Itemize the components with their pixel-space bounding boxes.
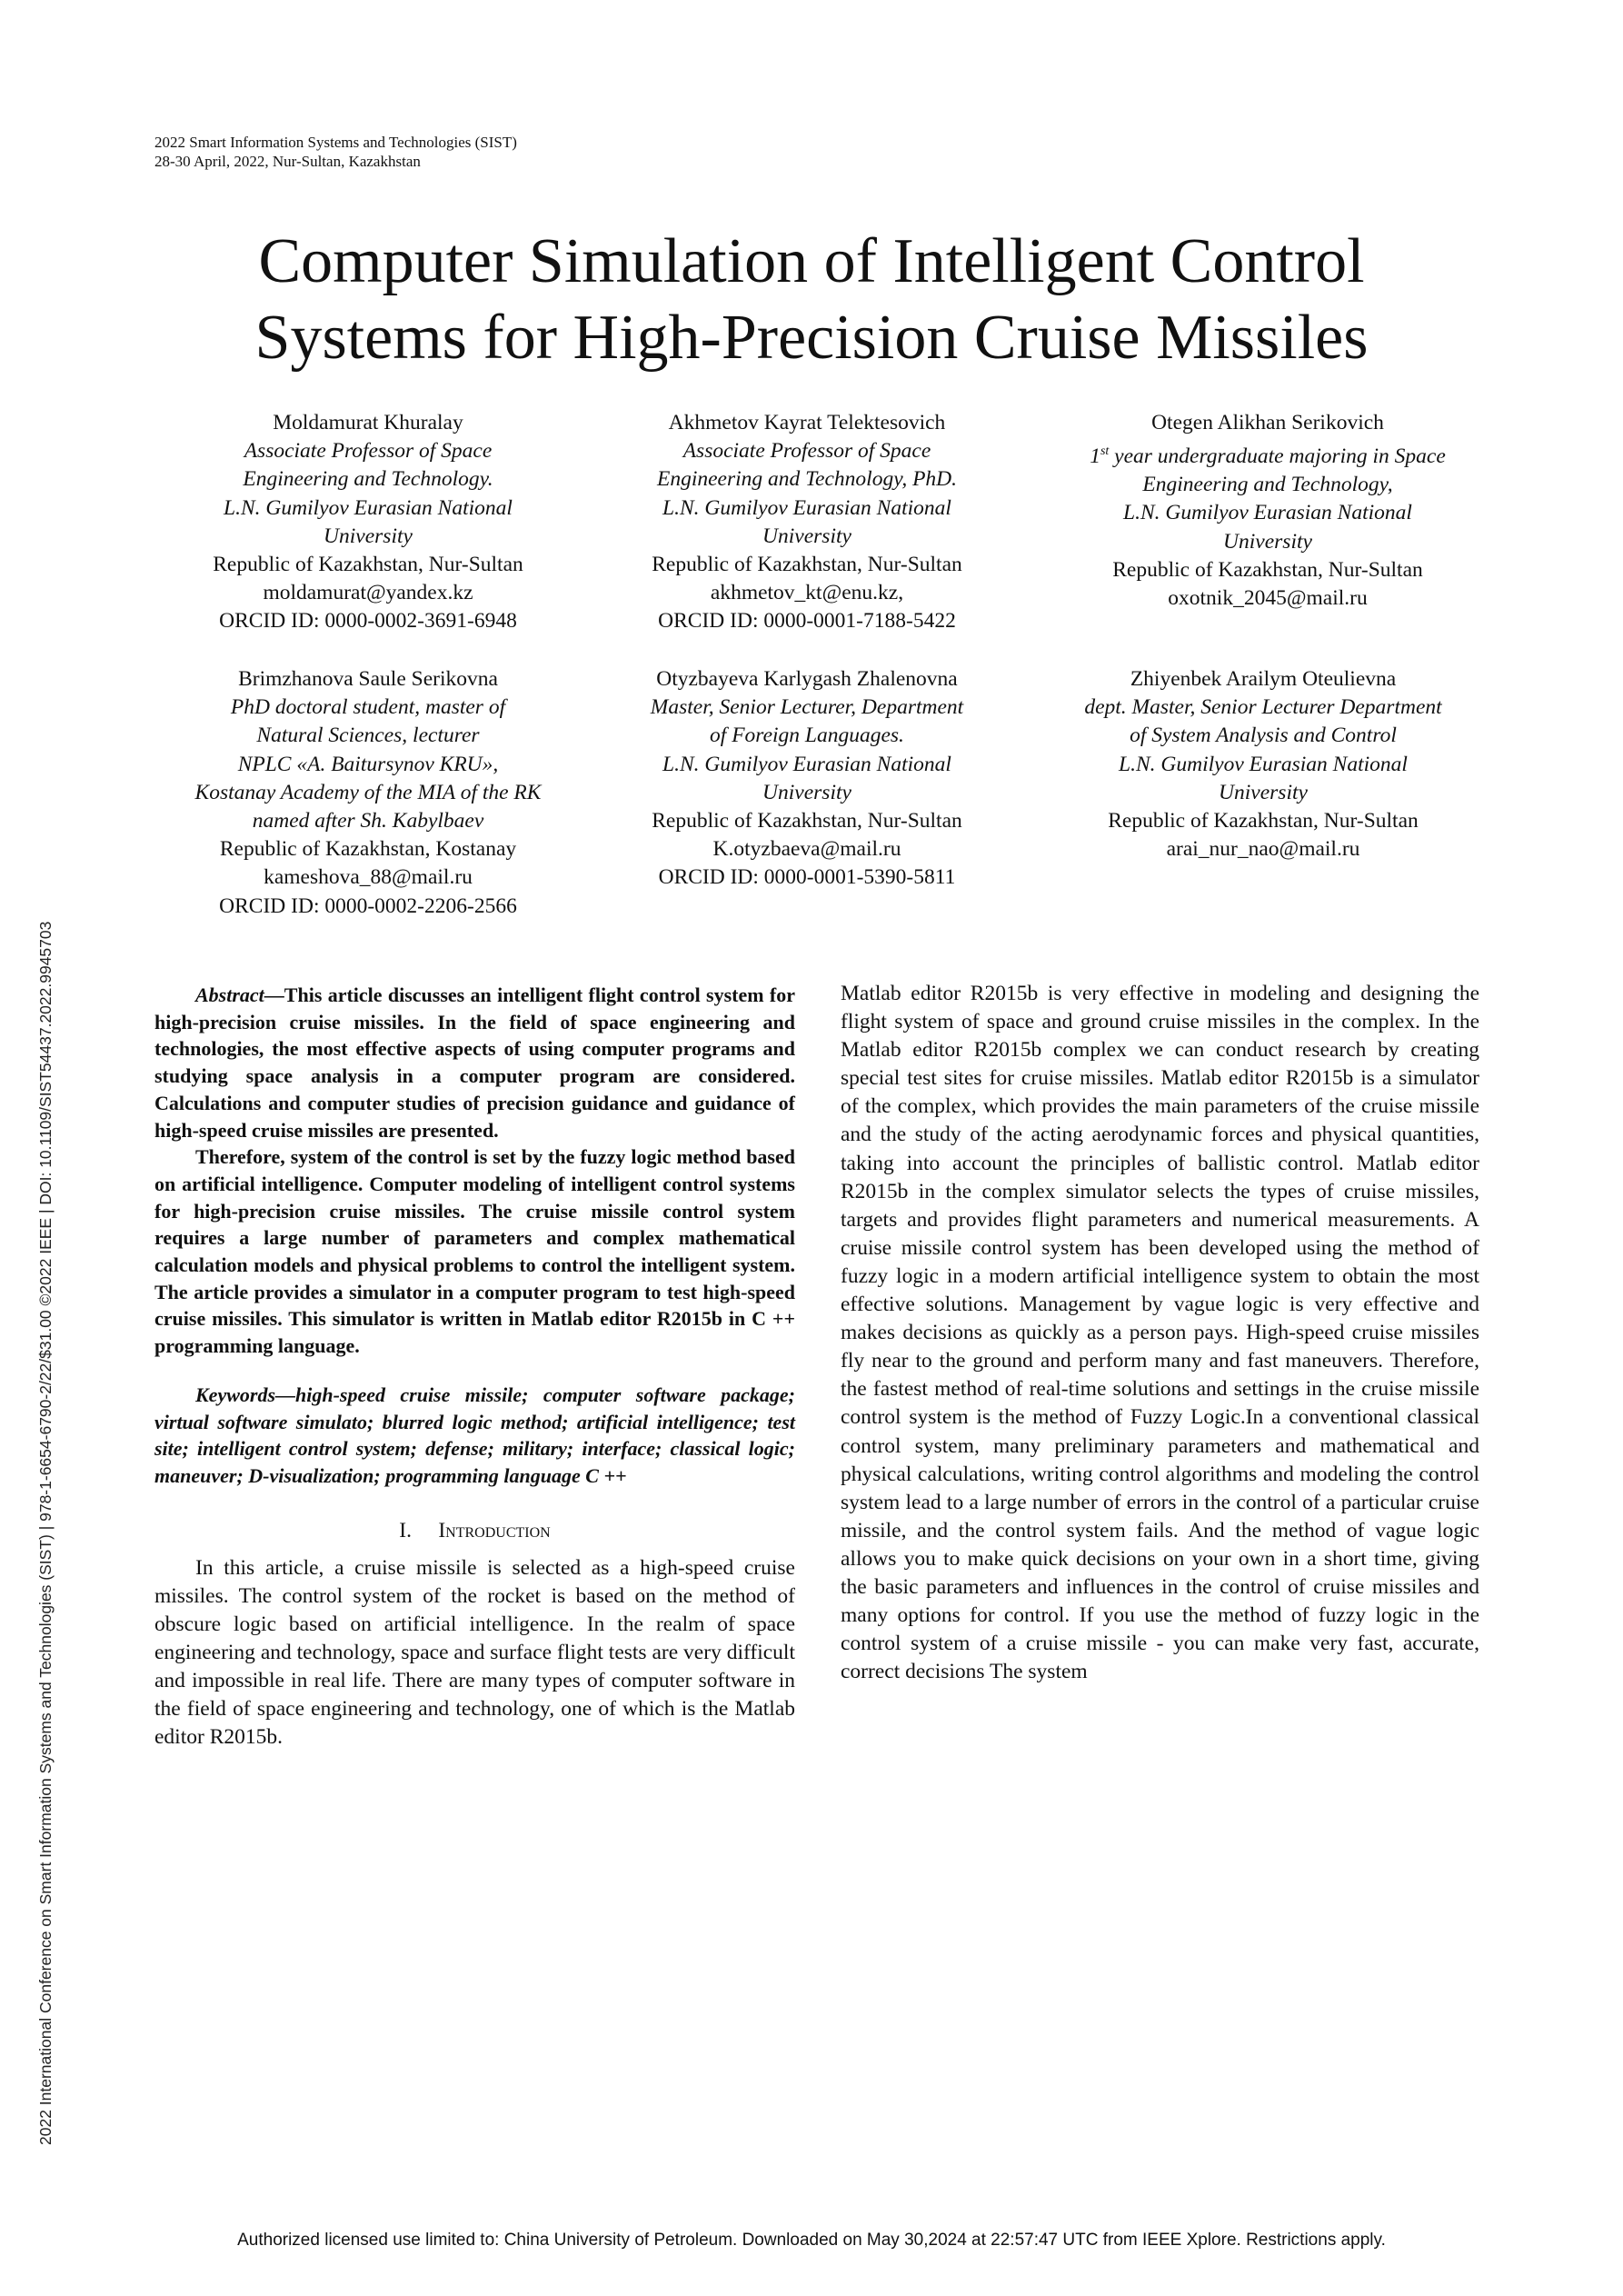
abstract-text-1: This article discusses an intelligent flight control system for high-precision cruise missiles. In the field of space engineering and technologies, the most effective aspects of using computer programs and studying space analysis in a computer program are considered. Calculations and computer studies of precision guidance and guidance of high-speed cruise missiles are presented. — [154, 983, 795, 1142]
keywords-text: high-speed cruise missile; computer software package; virtual software simulato; blurred logic method; artificial intelligence; test site; intelligent control system; defense; military; interface; classical logic; maneuver; D-visualization; programming language C ++ — [154, 1383, 795, 1487]
author-email: kameshova_88@mail.ru — [264, 865, 473, 890]
author-6 — [1050, 665, 1477, 863]
author-email: arai_nur_nao@mail.ru — [1166, 837, 1360, 862]
author-email: akhmetov_kt@enu.kz, — [710, 581, 904, 605]
author-email: oxotnik_2045@mail.ru — [1168, 586, 1368, 611]
section-number: I. — [399, 1518, 412, 1542]
conference-dates: 28-30 April, 2022, Nur-Sultan, Kazakhstan — [154, 153, 421, 170]
title-line-1: Computer Simulation of Intelligent Control — [258, 226, 1365, 296]
right-column-paragraph: Matlab editor R2015b is very effective in modeling and designing the flight system of space and ground cruise missiles in the complex. In the Matlab editor R2015b complex we can conduct research by creating special test sites for cruise missiles. Matlab editor R2015b is a simulator of the complex, which provides the main parameters of the cruise missile and the study of the acting aerodynamic forces and physical quantities, taking into account the principles of ballistic control. Matlab editor R2015b in the complex simulator selects the types of cruise missiles, targets and provides flight parameters and numerical measurements. A cruise missile control system has been developed using the method of fuzzy logic in a modern artificial intelligence system to obtain the most effective solutions. Management by vague logic is very effective and makes decisions as quickly as a person pays. High-speed cruise missiles fly near to the ground and perform many and fast maneuvers. Therefore, the fastest method of real-time solutions and settings in the cruise missile control system is the method of Fuzzy Logic.In a conventional classical control system, many preliminary parameters and mathematical and physical calculations, writing control algorithms and modeling the control system lead to a large number of errors in the control of a particular cruise missile, and the control system fails. And the method of vague logic allows you to make quick decisions on your own in a short time, giving the basic parameters and influences in the control of cruise missiles and many options for control. If you use the method of fuzzy logic in the control system of a cruise missile - you can make very fast, accurate, correct decisions The system — [841, 982, 1479, 1684]
author-location: Republic of Kazakhstan, Nur-Sultan — [1112, 557, 1423, 582]
author-5 — [607, 665, 1007, 893]
author-location: Republic of Kazakhstan, Nur-Sultan — [652, 809, 962, 834]
author-3 — [1063, 409, 1472, 613]
abstract-paragraph-1: Abstract—This article discusses an intelligent flight control system for high-precision cruise missiles. In the field of space engineering and technologies, the most effective aspects of using computer programs and studying space analysis in a computer program are considered. Calculations and computer studies of precision guidance and guidance of high-speed cruise missiles are presented. — [154, 983, 795, 1142]
author-orcid: ORCID ID: 0000-0002-2206-2566 — [219, 893, 517, 918]
author-affiliation: L.N. Gumilyov Eurasian National — [224, 495, 513, 520]
section-title: Introduction — [438, 1518, 551, 1542]
author-role: Natural Sciences, lecturer — [256, 724, 480, 748]
author-affiliation: University — [324, 524, 413, 548]
author-role: Engineering and Technology, — [1142, 473, 1393, 497]
author-affiliation: University — [1223, 529, 1312, 554]
author-role: of System Analysis and Control — [1130, 724, 1397, 748]
keywords-label: Keywords — [195, 1383, 275, 1406]
abstract-paragraph-2: Therefore, system of the control is set by the fuzzy logic method based on artificial intelligence. Computer modeling of intelligent control systems for high-precision cruise missiles. The cruise missile control system requires a large number of parameters and complex mathematical calculation models and physical problems to control the intelligent system. The article provides a simulator in a computer program to test high-speed cruise missiles. This simulator is written in Matlab editor R2015b in C ++ programming language. — [154, 1145, 795, 1358]
license-footer: Authorized licensed use limited to: China University of Petroleum. Downloaded on May 30,2024 at 22:57:47 UTC from IEEE Xplore. Restrictions apply. — [237, 2231, 1386, 2250]
author-affiliation: L.N. Gumilyov Eurasian National — [662, 495, 951, 520]
author-role: PhD doctoral student, master of — [230, 695, 506, 720]
author-affiliation: University — [762, 524, 851, 548]
author-name: Zhiyenbek Arailym Oteulievna — [1130, 667, 1397, 691]
author-role: Master, Senior Lecturer, Department — [650, 695, 964, 720]
author-affiliation: Kostanay Academy of the MIA of the RK — [194, 780, 542, 804]
author-role: Engineering and Technology. — [243, 467, 493, 492]
author-4 — [159, 665, 577, 921]
author-orcid: ORCID ID: 0000-0001-7188-5422 — [658, 609, 956, 634]
section-heading — [154, 1517, 795, 1545]
author-role: of Foreign Languages. — [710, 724, 904, 748]
author-name: Moldamurat Khuralay — [273, 411, 463, 434]
paper-title — [118, 224, 1505, 376]
author-orcid: ORCID ID: 0000-0002-3691-6948 — [219, 609, 517, 634]
author-affiliation: L.N. Gumilyov Eurasian National — [1119, 752, 1408, 776]
author-2 — [607, 409, 1007, 636]
abstract-label: Abstract — [195, 983, 264, 1006]
author-location: Republic of Kazakhstan, Kostanay — [219, 837, 517, 862]
author-email: K.otyzbaeva@mail.ru — [712, 837, 901, 862]
author-affiliation: L.N. Gumilyov Eurasian National — [662, 752, 951, 776]
author-affiliation: University — [1219, 780, 1308, 804]
author-role: dept. Master, Senior Lecturer Department — [1084, 695, 1442, 720]
author-name: Akhmetov Kayrat Telektesovich — [668, 411, 946, 434]
author-name: Otyzbayeva Karlygash Zhalenovna — [656, 667, 958, 691]
author-role: Associate Professor of Space — [682, 439, 931, 464]
author-location: Republic of Kazakhstan, Nur-Sultan — [652, 553, 962, 577]
author-role: 1st year undergraduate majoring in Space — [1090, 444, 1446, 469]
conference-header — [154, 133, 517, 171]
author-affiliation: University — [762, 780, 851, 804]
author-affiliation: NPLC «A. Baitursynov KRU», — [237, 752, 499, 776]
author-name: Brimzhanova Saule Serikovna — [238, 667, 498, 691]
intro-paragraph: In this article, a cruise missile is selected as a high-speed cruise missiles. The control system of the rocket is based on the method of obscure logic based on artificial intelligence. In the realm of space engineering and technology, space and surface flight tests are very difficult and impossible in real life. There are many types of computer software in the field of space engineering and technology, one of which is the Matlab editor R2015b. — [154, 1555, 795, 1750]
author-affiliation: named after Sh. Kabylbaev — [252, 809, 484, 834]
author-role: Engineering and Technology, PhD. — [656, 467, 958, 492]
conference-name: 2022 Smart Information Systems and Technologies (SIST) — [154, 134, 517, 151]
author-location: Republic of Kazakhstan, Nur-Sultan — [213, 553, 523, 577]
doi-side-note: 2022 International Conference on Smart Information Systems and Technologies (SIST) | 978-1-6654-6790-2/22/$31.00 ©2022 IEEE | DOI: 10.1109/SIST54437.2022.9945703 — [36, 921, 55, 2145]
author-orcid: ORCID ID: 0000-0001-5390-5811 — [658, 865, 956, 890]
right-column — [841, 980, 1479, 1686]
author-affiliation: L.N. Gumilyov Eurasian National — [1123, 501, 1412, 525]
author-email: moldamurat@yandex.kz — [263, 581, 473, 605]
author-role: Associate Professor of Space — [244, 439, 493, 464]
author-1 — [168, 409, 568, 636]
keywords-paragraph: Keywords—high-speed cruise missile; computer software package; virtual software simulato; blurred logic method; artificial intelligence; test site; intelligent control system; defense; military; interface; classical logic; maneuver; D-visualization; programming language C ++ — [154, 1383, 795, 1487]
author-name: Otegen Alikhan Serikovich — [1151, 411, 1384, 434]
title-line-2: Systems for High-Precision Cruise Missiles — [254, 303, 1369, 373]
left-column — [154, 982, 795, 1752]
author-location: Republic of Kazakhstan, Nur-Sultan — [1108, 809, 1419, 834]
